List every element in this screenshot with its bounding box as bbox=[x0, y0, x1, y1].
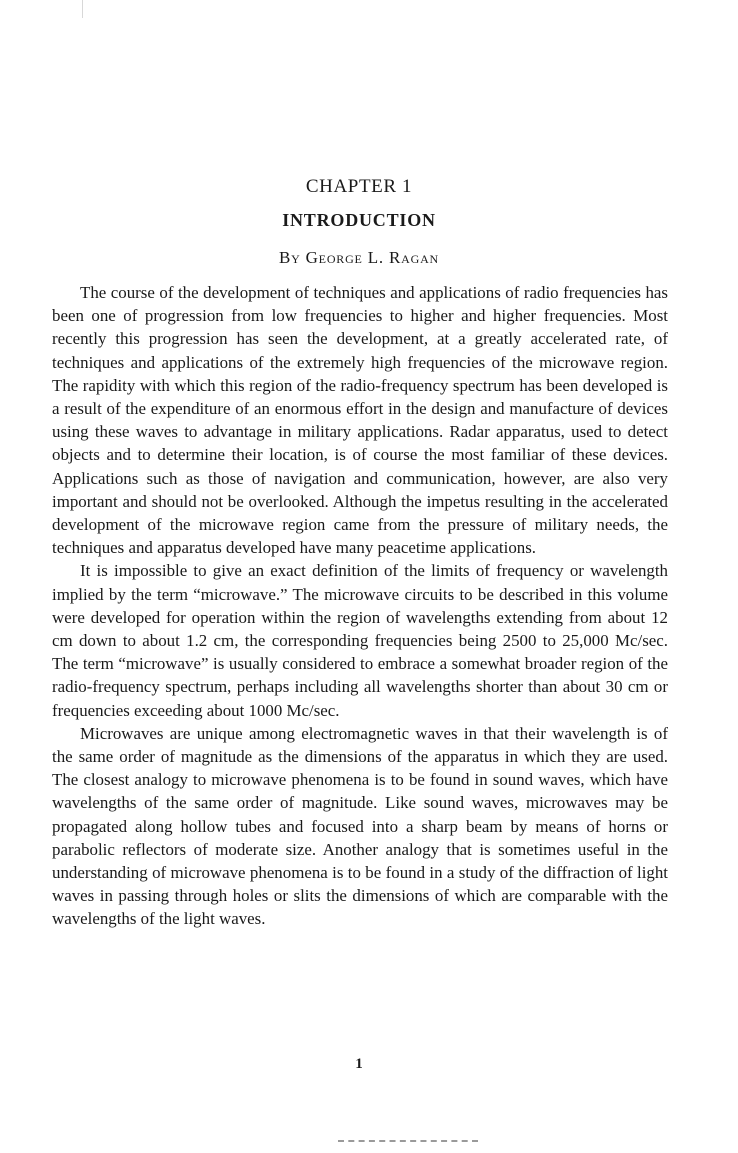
page-number: 1 bbox=[355, 1056, 363, 1072]
chapter-author: By George L. Ragan bbox=[278, 248, 440, 267]
scan-edge-mark bbox=[82, 0, 83, 18]
paragraph: The course of the development of techniques and applications of radio frequencies has been one of progression from low frequencies to higher and higher frequencies. Most recently this progression has seen the development, at a greatly accelerated rate, of techniques and applications of the extremely high frequencies of the microwave region. The rapidity with which this region of the radio-frequency spectrum has been developed is a result of the expenditure of an enormous effort in the design and manufacture of devices using these waves to advantage in military applications. Radar apparatus, used to detect objects and to determine their location, is of course the most familiar of these devices. Applications such as those of navigation and communication, however, are also very important and should not be overlooked. Although the impetus resulting in the accelerated development of the microwave region came from the pressure of military needs, the techniques and apparatus developed have many peacetime applications. bbox=[52, 283, 668, 558]
chapter-title: INTRODUCTION bbox=[282, 210, 436, 230]
body-text bbox=[52, 281, 668, 931]
paragraph: It is impossible to give an exact definition of the limits of frequency or wavelength implied by the term “microwave.” The microwave circuits to be described in this volume were developed for operation within the region of wavelengths extending from about 12 cm down to about 1.2 cm, the corresponding frequencies being 2500 to 25,000 Mc/sec. The term “microwave” is usually considered to embrace a somewhat broader region of the radio-frequency spectrum, perhaps including all wavelengths shorter than about 30 cm or frequencies exceeding about 1000 Mc/sec. bbox=[52, 561, 668, 720]
footer-scan-mark bbox=[338, 1140, 478, 1144]
paragraph: Microwaves are unique among electromagnetic waves in that their wavelength is of the same order of magnitude as the dimensions of the apparatus in which they are used. The closest analogy to microwave phenomena is to be found in sound waves, which have wavelengths of the same order of magnitude. Like sound waves, microwaves may be propagated along hollow tubes and focused into a sharp beam by means of horns or parabolic reflectors of moderate size. Another analogy that is sometimes useful in the understanding of microwave phenomena is to be found in a study of the diffraction of light waves in passing through holes or slits the dimensions of which are comparable with the wavelengths of the light waves. bbox=[52, 723, 668, 929]
chapter-number: CHAPTER 1 bbox=[305, 176, 413, 197]
